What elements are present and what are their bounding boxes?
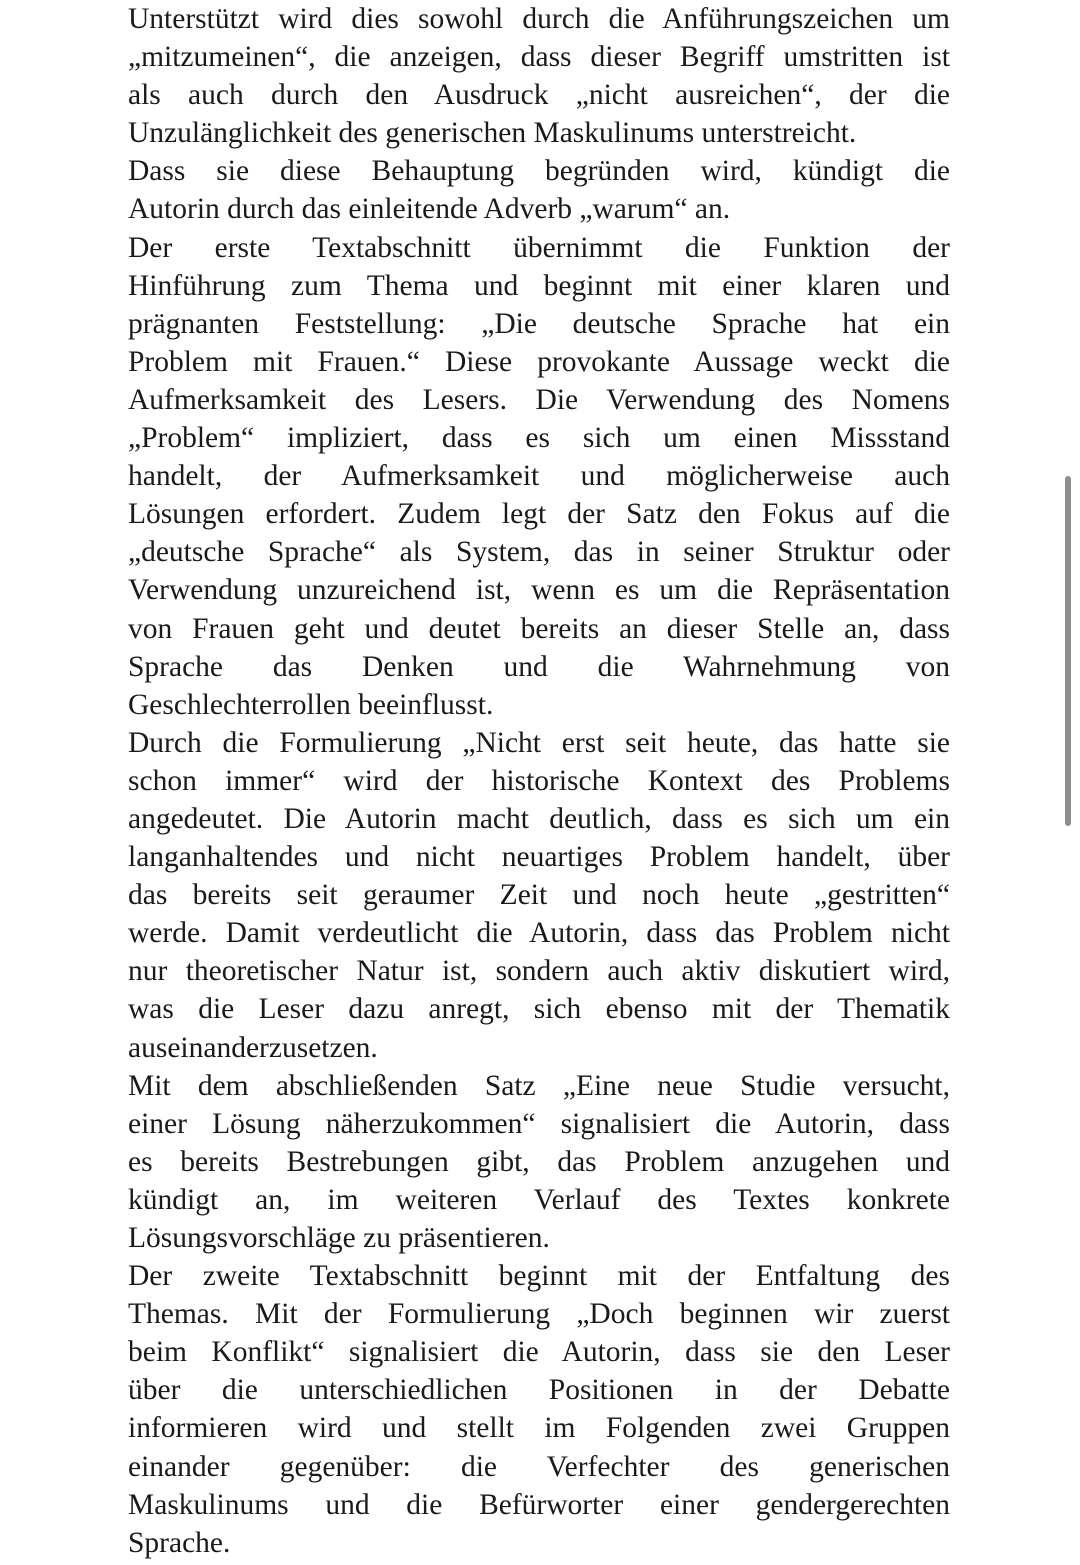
text-line: Maskulinums und die Befürworter einer gendergerechten [128,1488,950,1521]
text-line: Dass sie diese Behauptung begründen wird, kündigt die [128,155,950,188]
text-line: „deutsche Sprache“ als System, das in seiner Struktur oder [128,536,950,569]
text-line: prägnanten Feststellung: „Die deutsche Sprache hat ein [128,307,950,340]
text-line: von Frauen geht und deutet bereits an dieser Stelle an, dass [128,612,950,645]
text-line: Der erste Textabschnitt übernimmt die Funktion der [128,231,950,264]
text-line: Hinführung zum Thema und beginnt mit einer klaren und [128,269,950,302]
text-line: Lösungen erfordert. Zudem legt der Satz den Fokus auf die [128,498,950,531]
text-line: es bereits Bestrebungen gibt, das Problem anzugehen und [128,1145,950,1178]
text-line: „Problem“ impliziert, dass es sich um einen Missstand [128,422,950,455]
text-line: informieren wird und stellt im Folgenden zwei Gruppen [128,1412,950,1445]
text-line: auseinanderzusetzen. [128,1031,378,1064]
paragraph [128,724,950,1067]
text-line: Lösungsvorschläge zu präsentieren. [128,1222,550,1254]
text-line: Sprache. [128,1526,231,1559]
text-line: beim Konflikt“ signalisiert die Autorin, dass sie den Leser [128,1336,950,1369]
paragraph [128,229,950,724]
text-line: Unterstützt wird dies sowohl durch die Anführungszeichen um [128,3,950,35]
paragraph [128,1257,950,1562]
text-line: Unzulänglichkeit des generischen Maskulinums unterstreicht. [128,117,857,150]
text-line: Autorin durch das einleitende Adverb „warum“ an. [128,193,731,226]
text-line: einer Lösung näherzukommen“ signalisiert die Autorin, dass [128,1107,950,1140]
text-line: Verwendung unzureichend ist, wenn es um die Repräsentation [128,574,950,607]
text-line: Themas. Mit der Formulierung „Doch beginnen wir zuerst [128,1298,950,1331]
text-line: Aufmerksamkeit des Lesers. Die Verwendung des Nomens [128,383,950,416]
text-line: angedeutet. Die Autorin macht deutlich, dass es sich um ein [128,802,950,835]
paragraph [128,1067,950,1257]
text-line: nur theoretischer Natur ist, sondern auch aktiv diskutiert wird, [128,955,950,988]
text-line: werde. Damit verdeutlicht die Autorin, dass das Problem nicht [128,917,950,950]
text-line: Problem mit Frauen.“ Diese provokante Aussage weckt die [128,345,950,378]
text-line: „mitzumeinen“, die anzeigen, dass dieser Begriff umstritten ist [128,41,950,74]
text-line: kündigt an, im weiteren Verlauf des Textes konkrete [128,1183,950,1216]
scrollbar[interactable] [1065,476,1071,826]
text-line: über die unterschiedlichen Positionen in der Debatte [128,1374,950,1407]
text-line: Geschlechterrollen beeinflusst. [128,688,494,721]
document-body [128,0,950,1562]
text-line: das bereits seit geraumer Zeit und noch heute „gestritten“ [128,879,950,912]
text-line: Durch die Formulierung „Nicht erst seit heute, das hatte sie [128,726,950,759]
text-line: Sprache das Denken und die Wahrnehmung von [128,650,950,683]
text-line: einander gegenüber: die Verfechter des generischen [128,1450,950,1483]
paragraph [128,152,950,228]
text-line: Der zweite Textabschnitt beginnt mit der Entfaltung des [128,1260,950,1293]
text-line: handelt, der Aufmerksamkeit und möglicherweise auch [128,460,950,493]
text-line: langanhaltendes und nicht neuartiges Problem handelt, über [128,841,950,874]
text-line: was die Leser dazu anregt, sich ebenso mit der Thematik [128,993,950,1026]
text-line: schon immer“ wird der historische Kontext des Problems [128,764,950,797]
text-line: Mit dem abschließenden Satz „Eine neue Studie versucht, [128,1069,950,1102]
text-line: als auch durch den Ausdruck „nicht ausreichen“, der die [128,79,950,112]
paragraph [128,0,950,152]
